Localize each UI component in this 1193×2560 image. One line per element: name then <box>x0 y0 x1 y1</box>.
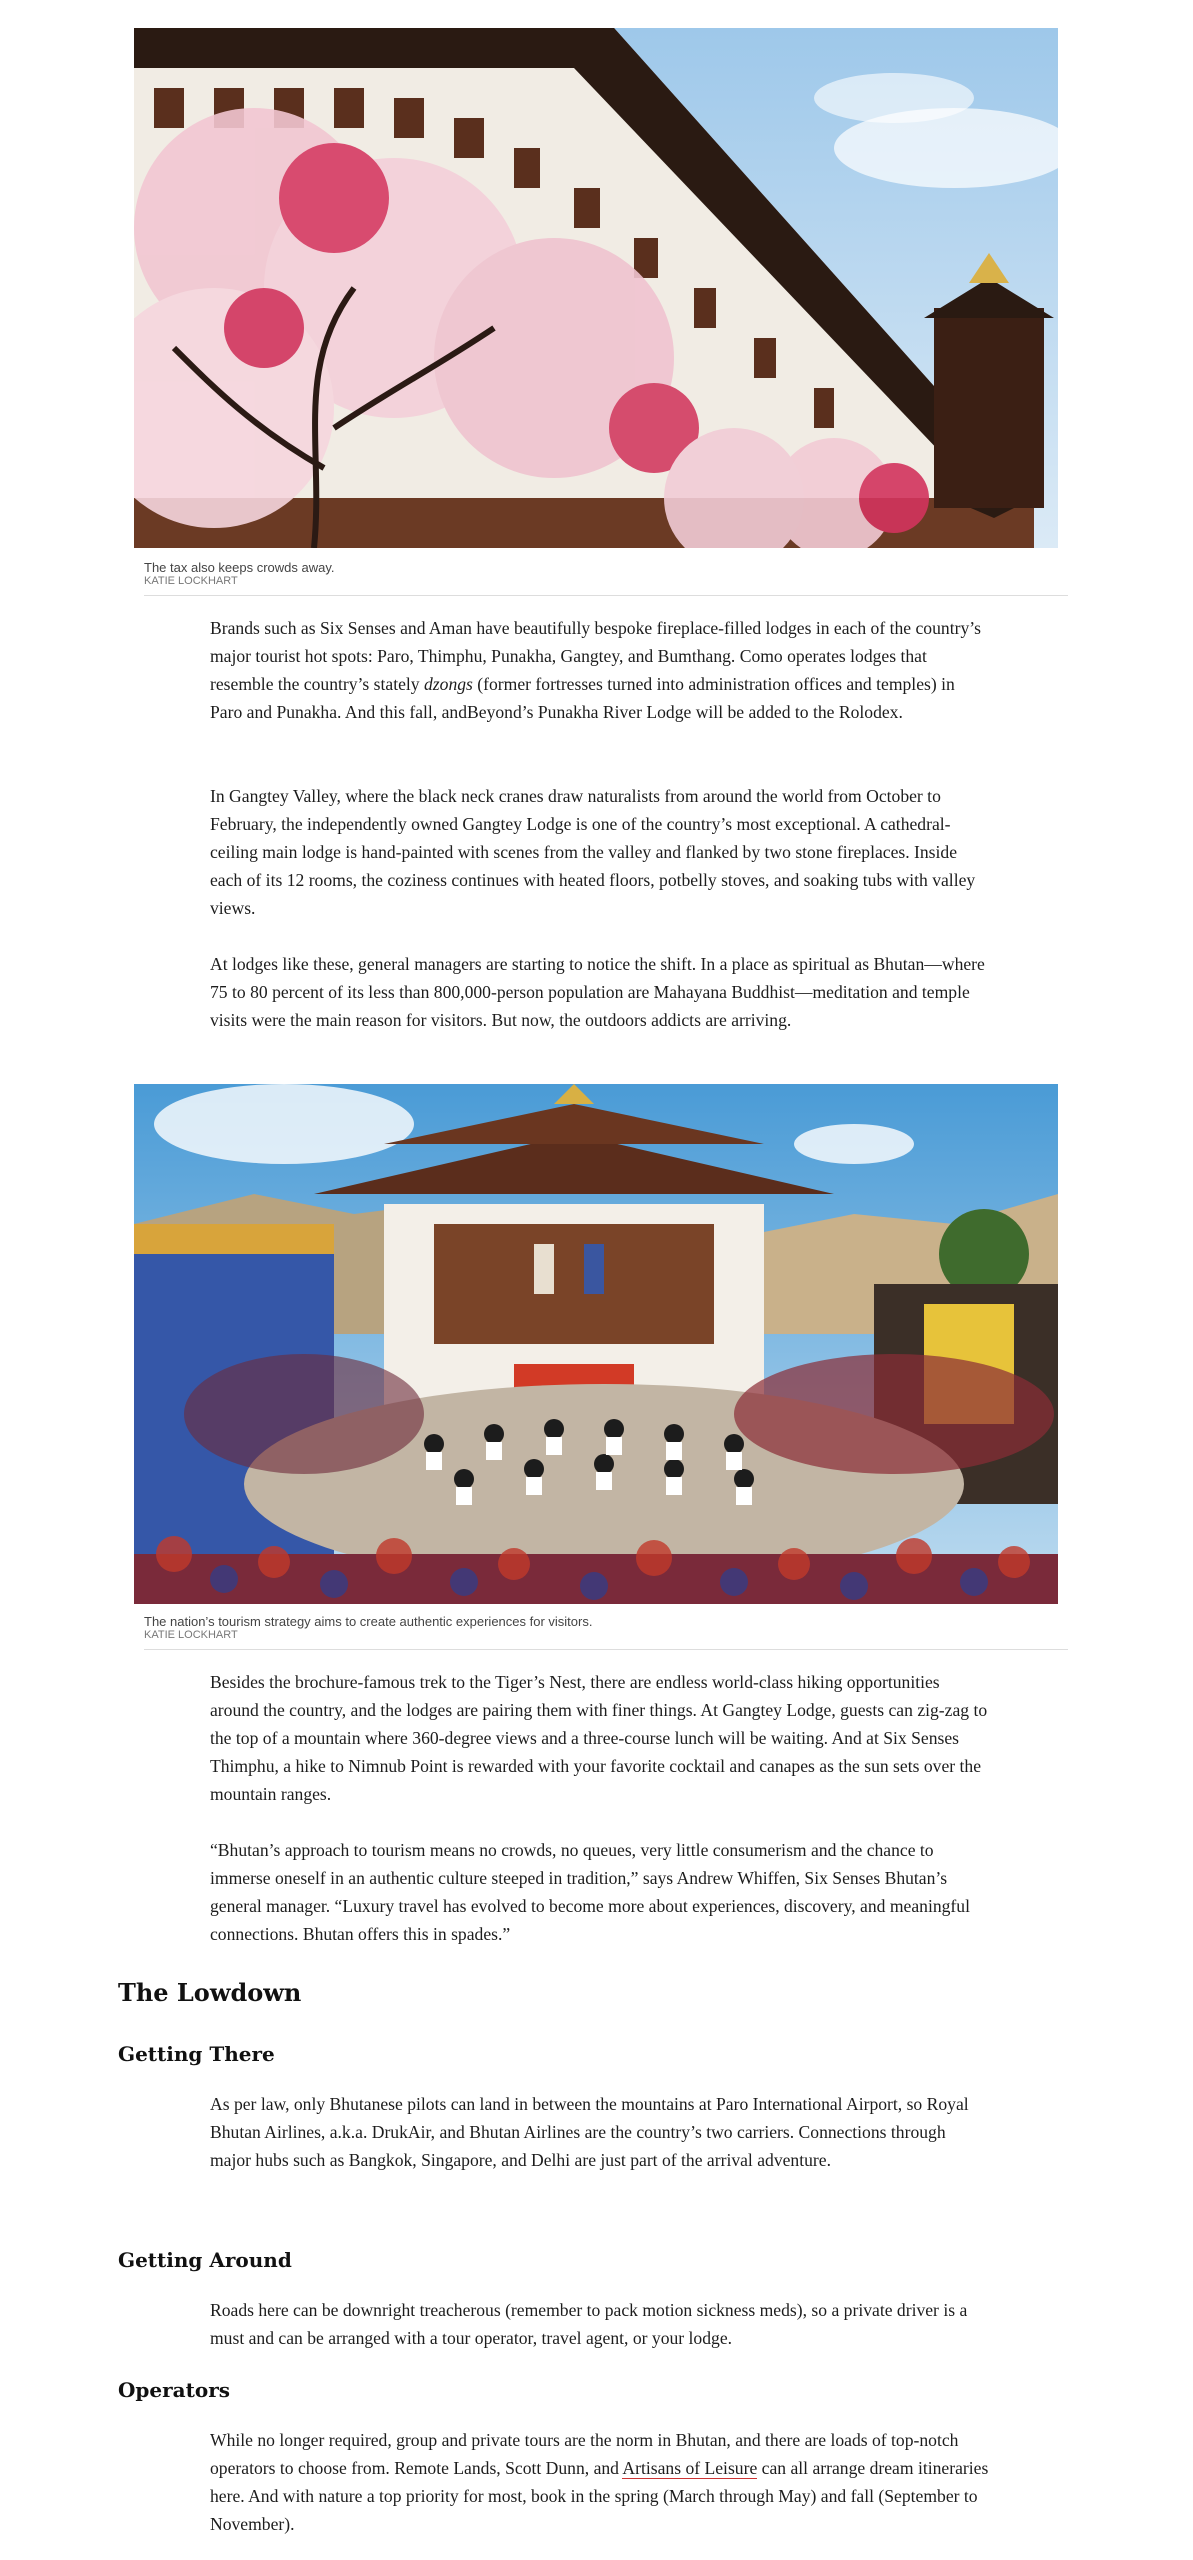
dzong-blossoms-photo <box>134 28 1058 548</box>
figure-caption: The tax also keeps crowds away. <box>144 560 335 575</box>
article-paragraph: Roads here can be downright treacherous (remember to pack motion sickness meds), so a private driver is a must and can be arranged with a tour operator, travel agent, or your lodge. <box>210 2300 968 2348</box>
artisans-of-leisure-link[interactable]: Artisans of Leisure <box>622 2458 758 2478</box>
article-paragraph: At lodges like these, general managers are starting to notice the shift. In a place as spiritual as Bhutan—where 75 to 80 percent of its less than 800,000-person population are Mahayana Buddhist—meditation and temple visits were the main reason for visitors. But now, the outdoors addicts are arriving. <box>210 954 985 1030</box>
festival-photo <box>134 1084 1058 1604</box>
article-paragraph: Brands such as Six Senses and Aman have beautifully bespoke fireplace-filled lodges in each of the country’s major tourist hot spots: Paro, Thimphu, Punakha, Gangtey, and Bumthang. Como operates lodges that resemble the country’s stately dzongs (former fortresses turned into administration offices and temples) in Paro and Punakha. And this fall, andBeyond’s Punakha River Lodge will be added to the Rolodex. <box>210 618 981 722</box>
figure-2-caption-block <box>144 1614 1068 1650</box>
article-paragraph: While no longer required, group and private tours are the norm in Bhutan, and there are loads of top-notch operators to choose from. Remote Lands, Scott Dunn, and Artisans of Leisure can all arrange dream itineraries here. And with nature a top priority for most, book in the spring (March through May) and fall (September to November). <box>210 2430 989 2534</box>
article-paragraph: As per law, only Bhutanese pilots can land in between the mountains at Paro International Airport, so Royal Bhutan Airlines, a.k.a. DrukAir, and Bhutan Airlines are the country’s two carriers. Connections through major hubs such as Bangkok, Singapore, and Delhi are just part of the arrival adventure. <box>210 2094 969 2170</box>
article-paragraph: Besides the brochure-famous trek to the Tiger’s Nest, there are endless world-class hiking opportunities around the country, and the lodges are pairing them with finer things. At Gangtey Lodge, guests can zig-zag to the top of a mountain where 360-degree views and a three-course lunch will be waiting. And at Six Senses Thimphu, a hike to Nimnub Point is rewarded with your favorite cocktail and canapes as the sun sets over the mountain ranges. <box>210 1672 988 1804</box>
dzongs-term: dzongs <box>424 674 473 694</box>
section-heading-lowdown: The Lowdown <box>118 1978 302 2007</box>
subheading-getting-around: Getting Around <box>118 2248 292 2272</box>
figure-caption: The nation’s tourism strategy aims to create authentic experiences for visitors. <box>144 1614 593 1629</box>
article-paragraph: In Gangtey Valley, where the black neck cranes draw naturalists from around the world from October to February, the independently owned Gangtey Lodge is one of the country’s most exceptional. A cathedral-ceiling main lodge is hand-painted with scenes from the valley and flanked by two stone fireplaces. Inside each of its 12 rooms, the coziness continues with heated floors, potbelly stoves, and soaking tubs with valley views. <box>210 786 976 918</box>
subheading-getting-there: Getting There <box>118 2042 275 2066</box>
subheading-operators: Operators <box>118 2378 231 2402</box>
photo-credit: KATIE LOCKHART <box>144 575 238 587</box>
figure-1-caption-block <box>144 560 1068 596</box>
photo-credit: KATIE LOCKHART <box>144 1629 238 1641</box>
article-paragraph: “Bhutan’s approach to tourism means no crowds, no queues, very little consumerism and the chance to immerse oneself in an authentic culture steeped in tradition,” says Andrew Whiffen, Six Senses Bhutan’s general manager. “Luxury travel has evolved to become more about experiences, discovery, and meaningful connections. Bhutan offers this in spades.” <box>210 1840 970 1944</box>
figure-dzong-blossoms <box>134 28 1058 548</box>
figure-festival <box>134 1084 1058 1604</box>
